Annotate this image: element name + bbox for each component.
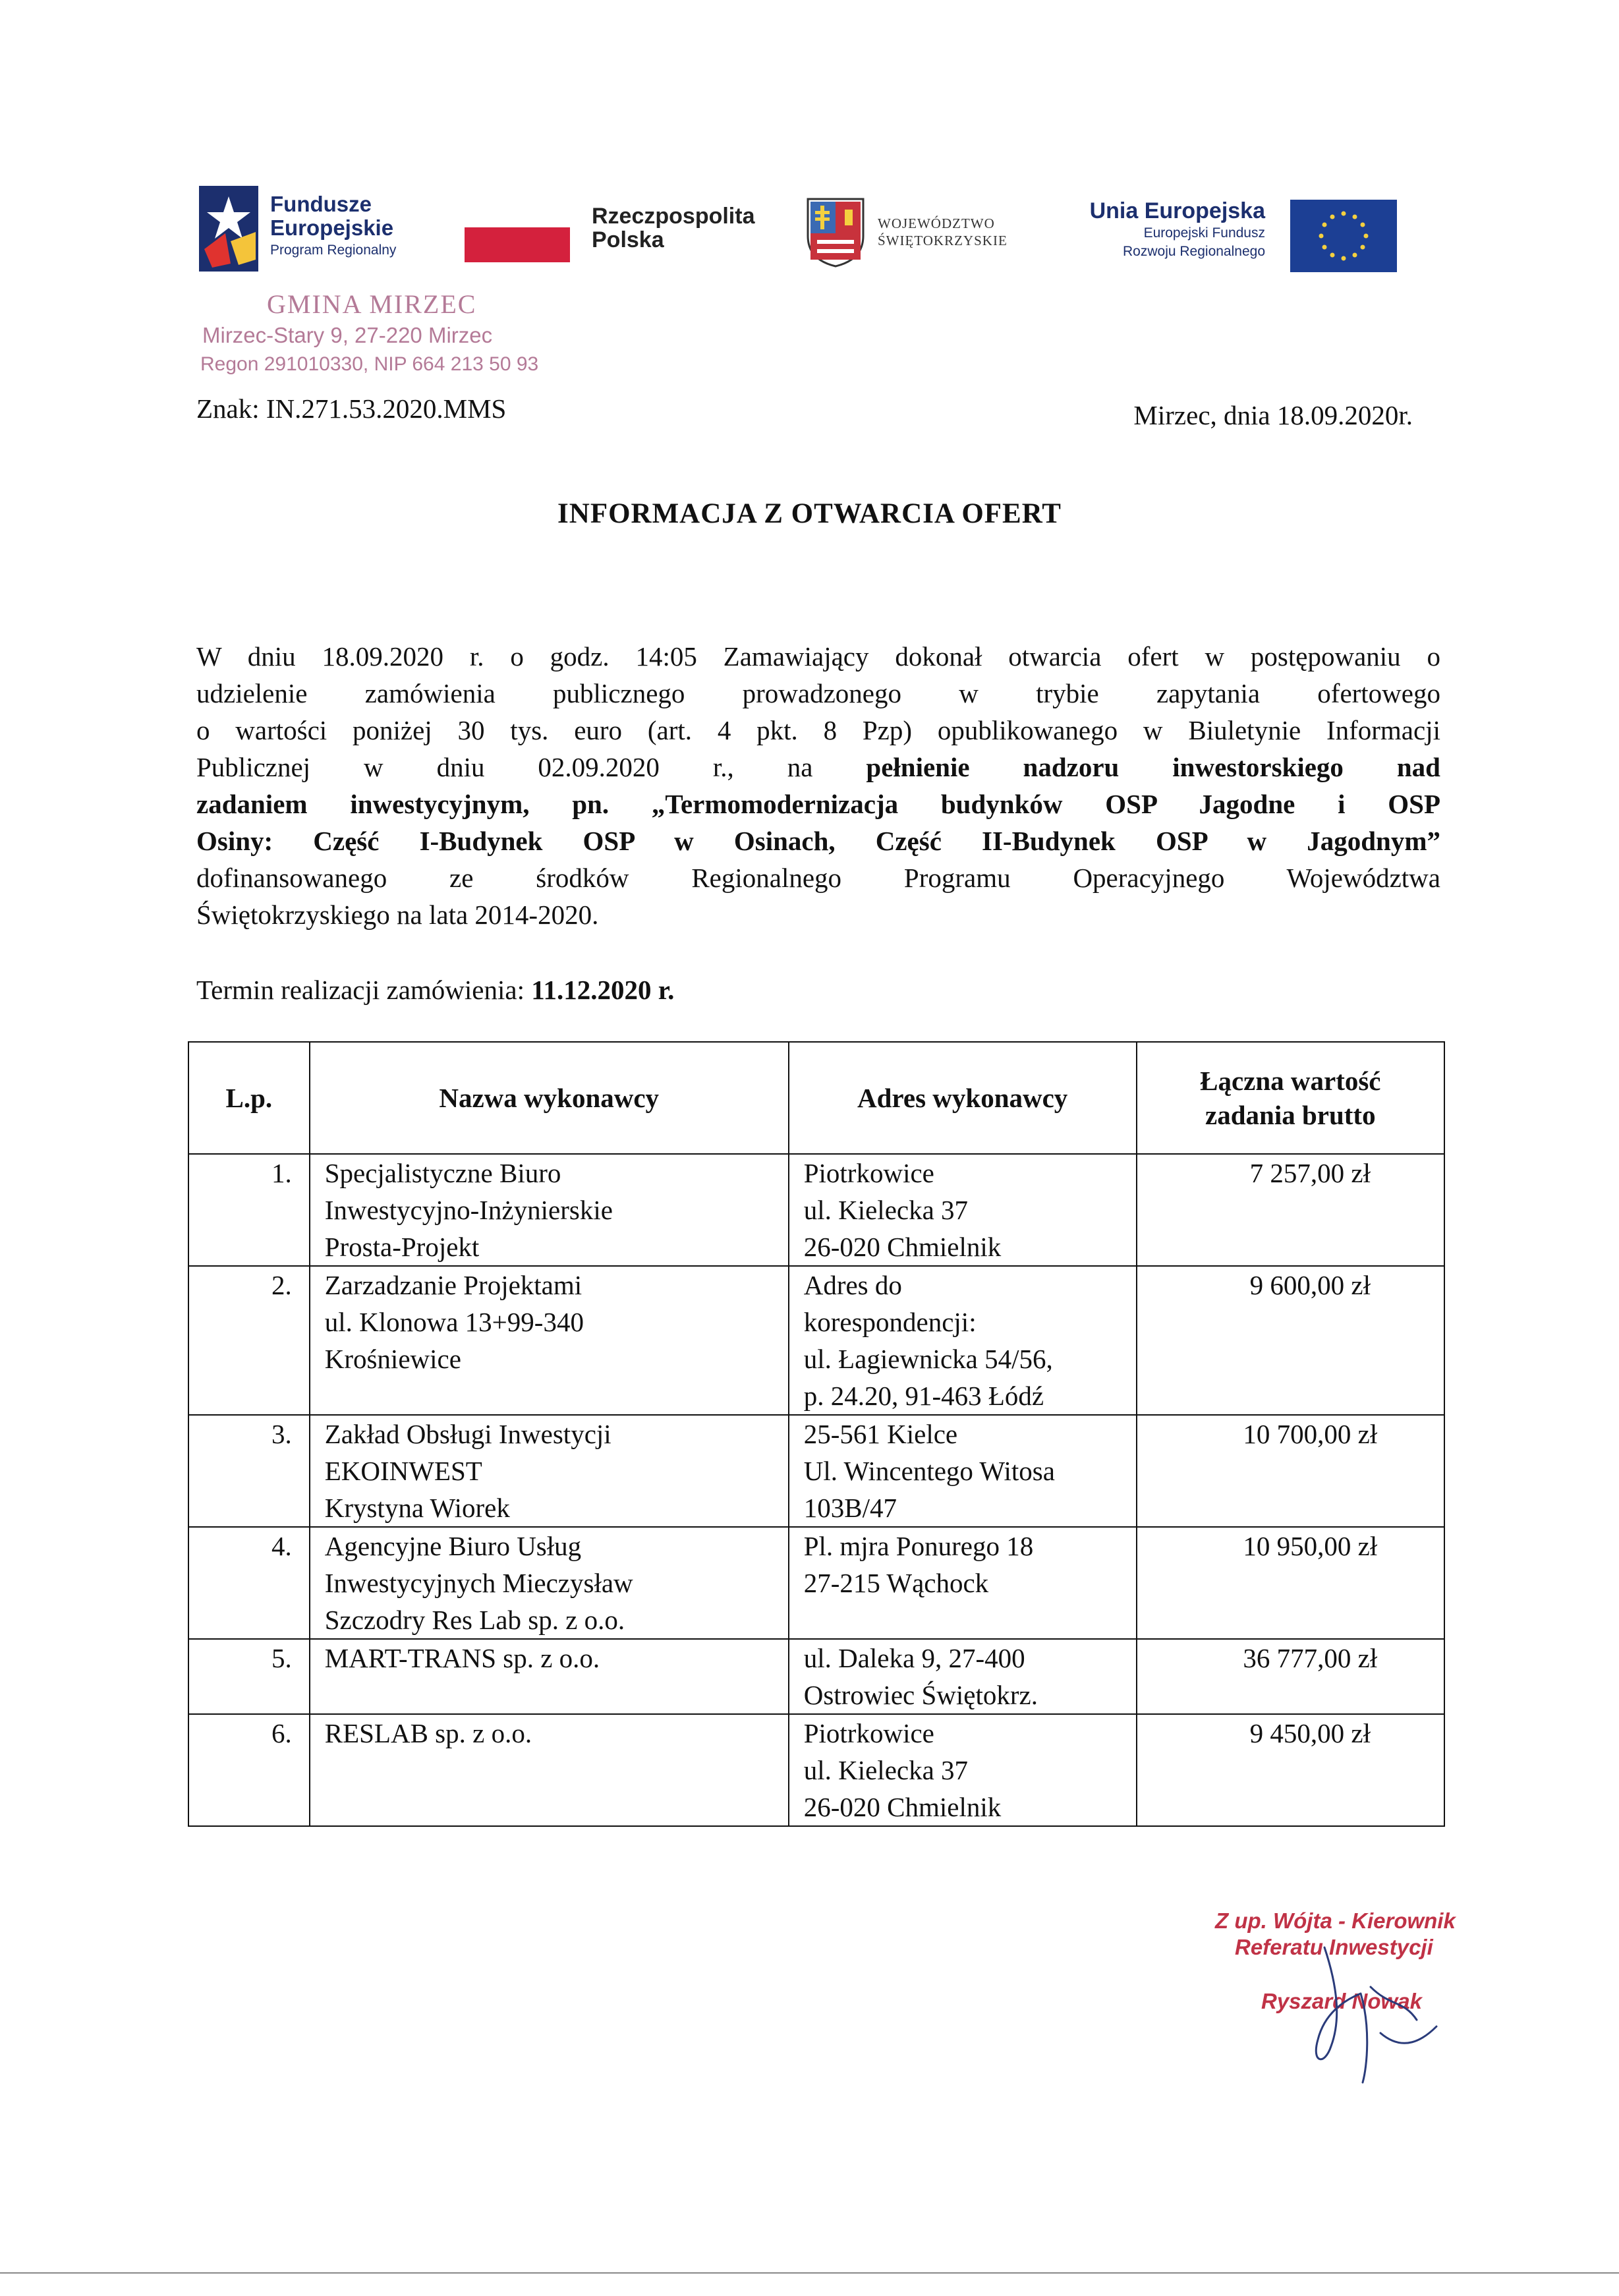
para-line-5-bold: zadaniem inwestycyjnym, pn. „Termomodernizacja budynków OSP Jagodne i OSP	[196, 789, 1440, 819]
cell-lp: 6.	[188, 1714, 310, 1826]
cell-name	[310, 1639, 789, 1714]
para-line-2: udzielenie zamówienia publicznego prowadzonego w trybie zapytania ofertowego	[196, 678, 1440, 708]
cell-value: 10 700,00 zł	[1137, 1415, 1444, 1527]
deadline	[196, 974, 674, 1006]
header-value-line1: Łączna wartość	[1200, 1066, 1381, 1096]
ue-line2: Europejski Fundusz	[1143, 225, 1265, 241]
cell-name	[310, 1527, 789, 1639]
cell-address-line: Pl. mjra Ponurego 18	[803, 1531, 1034, 1561]
header-lp: L.p.	[188, 1042, 310, 1154]
cell-lp: 2.	[188, 1266, 310, 1415]
cell-address-line: Ul. Wincentego Witosa	[803, 1456, 1055, 1486]
cell-name-line: Specjalistyczne Biuro	[324, 1158, 561, 1188]
header-value-line2: zadania brutto	[1205, 1100, 1376, 1130]
cell-address-line: 27-215 Wąchock	[803, 1568, 989, 1598]
table-header-row	[188, 1042, 1444, 1154]
table-row	[188, 1415, 1444, 1527]
pl-line1: Rzeczpospolita	[592, 204, 755, 229]
sw-line1: WOJEWÓDZTWO	[878, 215, 995, 231]
cell-name-line: Krośniewice	[324, 1344, 461, 1374]
cell-name	[310, 1415, 789, 1527]
stamp-regon: Regon 291010330, NIP 664 213 50 93	[200, 353, 539, 375]
cell-name	[310, 1154, 789, 1266]
fe-star-icon	[199, 186, 258, 272]
cell-address-line: 26-020 Chmielnik	[803, 1232, 1002, 1262]
cell-address-line: Piotrkowice	[803, 1158, 934, 1188]
cell-address	[789, 1527, 1137, 1639]
cell-address-line: korespondencji:	[803, 1307, 977, 1337]
cell-address-line: 103B/47	[803, 1493, 897, 1523]
para-line-7: dofinansowanego ze środków Regionalnego Programu Operacyjnego Województwa	[196, 863, 1440, 893]
footer-divider	[0, 2272, 1619, 2274]
cell-name-line: Szczodry Res Lab sp. z o.o.	[324, 1605, 625, 1635]
cell-name-line: Krystyna Wiorek	[324, 1493, 510, 1523]
para-line-4	[196, 749, 1440, 786]
para-line-8: Świętokrzyskiego na lata 2014-2020.	[196, 900, 599, 930]
cell-lp: 3.	[188, 1415, 310, 1527]
body-paragraph	[196, 638, 1440, 933]
gmina-stamp	[198, 288, 538, 379]
table-row	[188, 1154, 1444, 1266]
table-row	[188, 1714, 1444, 1826]
table-row	[188, 1639, 1444, 1714]
deadline-value: 11.12.2020 r.	[531, 975, 675, 1005]
table-row	[188, 1527, 1444, 1639]
para-line-6	[196, 822, 1440, 859]
swietokrzyskie-crest-icon	[805, 196, 866, 269]
signature-block	[1206, 1908, 1483, 2099]
cell-address-line: Adres do	[803, 1270, 902, 1300]
cell-address-line: 26-020 Chmielnik	[803, 1792, 1002, 1822]
pl-line2: Polska	[592, 227, 664, 252]
para-line-1: W dniu 18.09.2020 r. o godz. 14:05 Zamawiający dokonał otwarcia ofert w postępowaniu o	[196, 641, 1440, 672]
cell-name-line: Prosta-Projekt	[324, 1232, 480, 1262]
sig-line2: Referatu Inwestycji	[1235, 1935, 1433, 1959]
cell-address-line: ul. Daleka 9, 27-400	[803, 1643, 1025, 1673]
cell-address-line: ul. Łagiewnicka 54/56,	[803, 1344, 1053, 1374]
header-address: Adres wykonawcy	[789, 1042, 1137, 1154]
cell-address-line: 25-561 Kielce	[803, 1419, 958, 1449]
fe-line2: Europejskie	[270, 215, 394, 240]
ue-line1: Unia Europejska	[1089, 198, 1265, 223]
unia-europejska-logo	[1067, 196, 1397, 279]
para-line-4b: pełnienie nadzoru inwestorskiego nad	[866, 752, 1440, 782]
wojewodztwo-swietokrzyskie-logo	[805, 196, 1042, 275]
cell-value: 10 950,00 zł	[1137, 1527, 1444, 1639]
cell-value: 9 450,00 zł	[1137, 1714, 1444, 1826]
cell-name-line: EKOINWEST	[324, 1456, 482, 1486]
cell-value: 9 600,00 zł	[1137, 1266, 1444, 1415]
cell-name	[310, 1714, 789, 1826]
cell-name-line: MART-TRANS sp. z o.o.	[324, 1643, 600, 1673]
cell-name-line: Inwestycyjno-Inżynierskie	[324, 1195, 613, 1225]
cell-address-line: ul. Kielecka 37	[803, 1755, 969, 1785]
cell-lp: 4.	[188, 1527, 310, 1639]
cell-name-line: Zarzadzanie Projektami	[324, 1270, 582, 1300]
document-title: INFORMACJA Z OTWARCIA OFERT	[557, 498, 1062, 529]
cell-value: 36 777,00 zł	[1137, 1639, 1444, 1714]
table-row	[188, 1266, 1444, 1415]
eu-flag-icon	[1290, 200, 1397, 272]
cell-name-line: RESLAB sp. z o.o.	[324, 1718, 532, 1748]
cell-name-line: ul. Klonowa 13+99-340	[324, 1307, 584, 1337]
sw-line2: ŚWIĘTOKRZYSKIE	[878, 233, 1008, 248]
para-line-5	[196, 786, 1440, 822]
cell-name-line: Zakład Obsługi Inwestycji	[324, 1419, 611, 1449]
cell-lp: 1.	[188, 1154, 310, 1266]
cell-address	[789, 1154, 1137, 1266]
cell-name-line: Inwestycyjnych Mieczysław	[324, 1568, 633, 1598]
header-value	[1137, 1042, 1444, 1154]
offers-table	[188, 1041, 1445, 1827]
deadline-label: Termin realizacji zamówienia:	[196, 975, 532, 1005]
para-line-4a: Publicznej w dniu 02.09.2020 r., na	[196, 752, 866, 782]
cell-address	[789, 1266, 1137, 1415]
document-date: Mirzec, dnia 18.09.2020r.	[1133, 400, 1413, 430]
cell-name-line: Agencyjne Biuro Usług	[324, 1531, 582, 1561]
cell-address	[789, 1415, 1137, 1527]
cell-value: 7 257,00 zł	[1137, 1154, 1444, 1266]
cell-address	[789, 1714, 1137, 1826]
cell-lp: 5.	[188, 1639, 310, 1714]
fundusze-europejskie-logo	[199, 186, 449, 272]
rzeczpospolita-polska-logo	[465, 192, 774, 272]
reference-number: Znak: IN.271.53.2020.MMS	[196, 393, 507, 424]
cell-address-line: Piotrkowice	[803, 1718, 934, 1748]
fe-line1: Fundusze	[270, 192, 372, 216]
sig-line3: Ryszard Nowak	[1261, 1989, 1422, 2013]
cell-address-line: Ostrowiec Świętokrz.	[803, 1680, 1038, 1710]
ue-line3: Rozwoju Regionalnego	[1123, 244, 1265, 259]
sig-line1: Z up. Wójta - Kierownik	[1215, 1909, 1456, 1933]
header-name: Nazwa wykonawcy	[310, 1042, 789, 1154]
cell-address-line: ul. Kielecka 37	[803, 1195, 969, 1225]
stamp-name: GMINA MIRZEC	[267, 289, 477, 319]
fe-line3: Program Regionalny	[270, 243, 397, 258]
para-line-6-bold: Osiny: Część I-Budynek OSP w Osinach, Część II-Budynek OSP w Jagodnym”	[196, 826, 1440, 856]
cell-address-line: p. 24.20, 91-463 Łódź	[803, 1381, 1044, 1411]
cell-name	[310, 1266, 789, 1415]
handwritten-signature	[1206, 1908, 1483, 2099]
polish-flag-icon	[465, 192, 570, 262]
cell-address	[789, 1639, 1137, 1714]
stamp-address: Mirzec-Stary 9, 27-220 Mirzec	[202, 323, 493, 347]
para-line-3: o wartości poniżej 30 tys. euro (art. 4 pkt. 8 Pzp) opublikowanego w Biuletynie Informacji	[196, 715, 1440, 745]
